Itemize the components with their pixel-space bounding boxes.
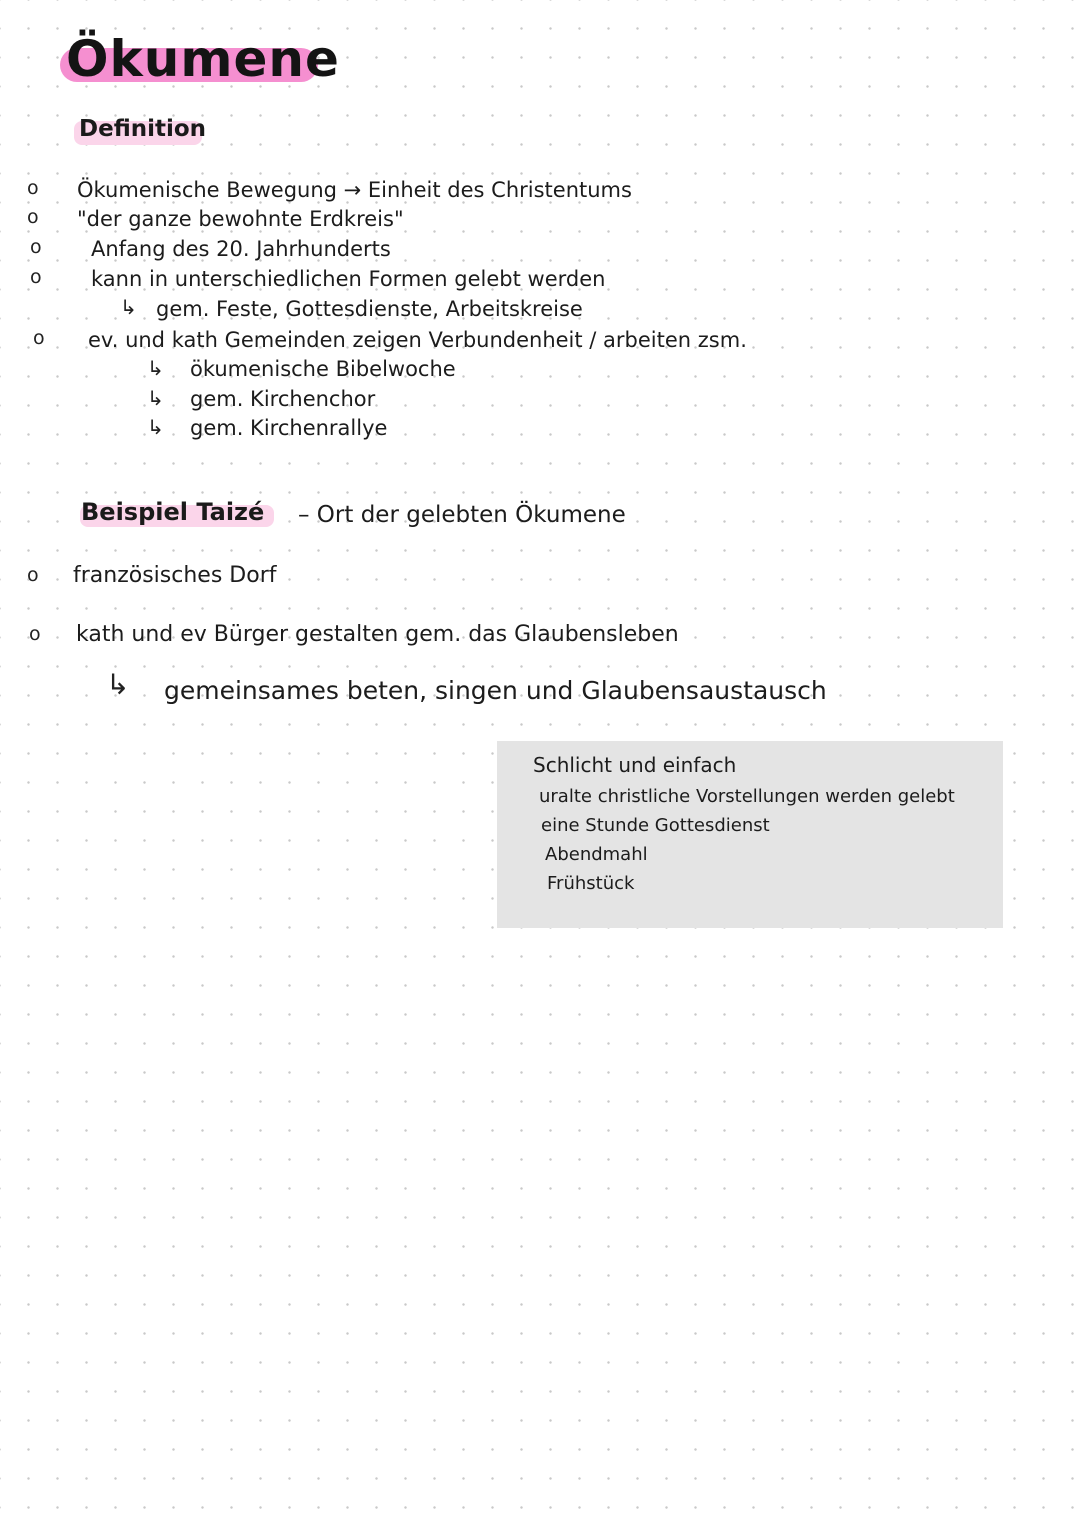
sub-arrow-icon: ↳: [120, 295, 137, 319]
sub-item: gem. Kirchenchor: [190, 387, 376, 411]
example-item: französisches Dorf: [73, 563, 277, 588]
bullet-icon: o: [27, 177, 39, 199]
example-subtitle: – Ort der gelebten Ökumene: [298, 502, 626, 528]
sub-arrow-icon: ↳: [147, 415, 164, 439]
example-heading: Beispiel Taizé: [81, 498, 265, 526]
definition-item: kann in unterschiedlichen Formen gelebt werden: [91, 267, 606, 291]
bullet-icon: o: [30, 266, 42, 288]
definition-item: gem. Feste, Gottesdienste, Arbeitskreise: [156, 297, 583, 321]
example-item: kath und ev Bürger gestalten gem. das Glaubensleben: [76, 622, 679, 647]
definition-item: Ökumenische Bewegung → Einheit des Christentums: [77, 178, 632, 202]
info-box: [497, 741, 1003, 928]
definition-item: ev. und kath Gemeinden zeigen Verbundenheit / arbeiten zsm.: [88, 328, 747, 352]
box-line: eine Stunde Gottesdienst: [541, 815, 770, 836]
box-line: Frühstück: [547, 873, 635, 894]
definition-heading: Definition: [79, 116, 207, 142]
page-title: Ökumene: [66, 30, 340, 88]
sub-item: ökumenische Bibelwoche: [190, 357, 456, 381]
box-line: Schlicht und einfach: [533, 753, 737, 777]
sub-item: gem. Kirchenrallye: [190, 416, 388, 440]
box-line: Abendmahl: [545, 844, 648, 865]
bullet-icon: o: [27, 206, 39, 228]
sub-arrow-icon: ↳: [106, 668, 130, 701]
definition-item: Anfang des 20. Jahrhunderts: [91, 237, 391, 261]
sub-arrow-icon: ↳: [147, 386, 164, 410]
definition-item: "der ganze bewohnte Erdkreis": [77, 207, 404, 231]
bullet-icon: o: [33, 327, 45, 349]
bullet-icon: o: [27, 564, 39, 586]
box-line: uralte christliche Vorstellungen werden gelebt: [539, 786, 955, 807]
example-item: gemeinsames beten, singen und Glaubensaustausch: [164, 676, 827, 705]
sub-arrow-icon: ↳: [147, 356, 164, 380]
bullet-icon: o: [30, 236, 42, 258]
bullet-icon: o: [29, 623, 41, 645]
